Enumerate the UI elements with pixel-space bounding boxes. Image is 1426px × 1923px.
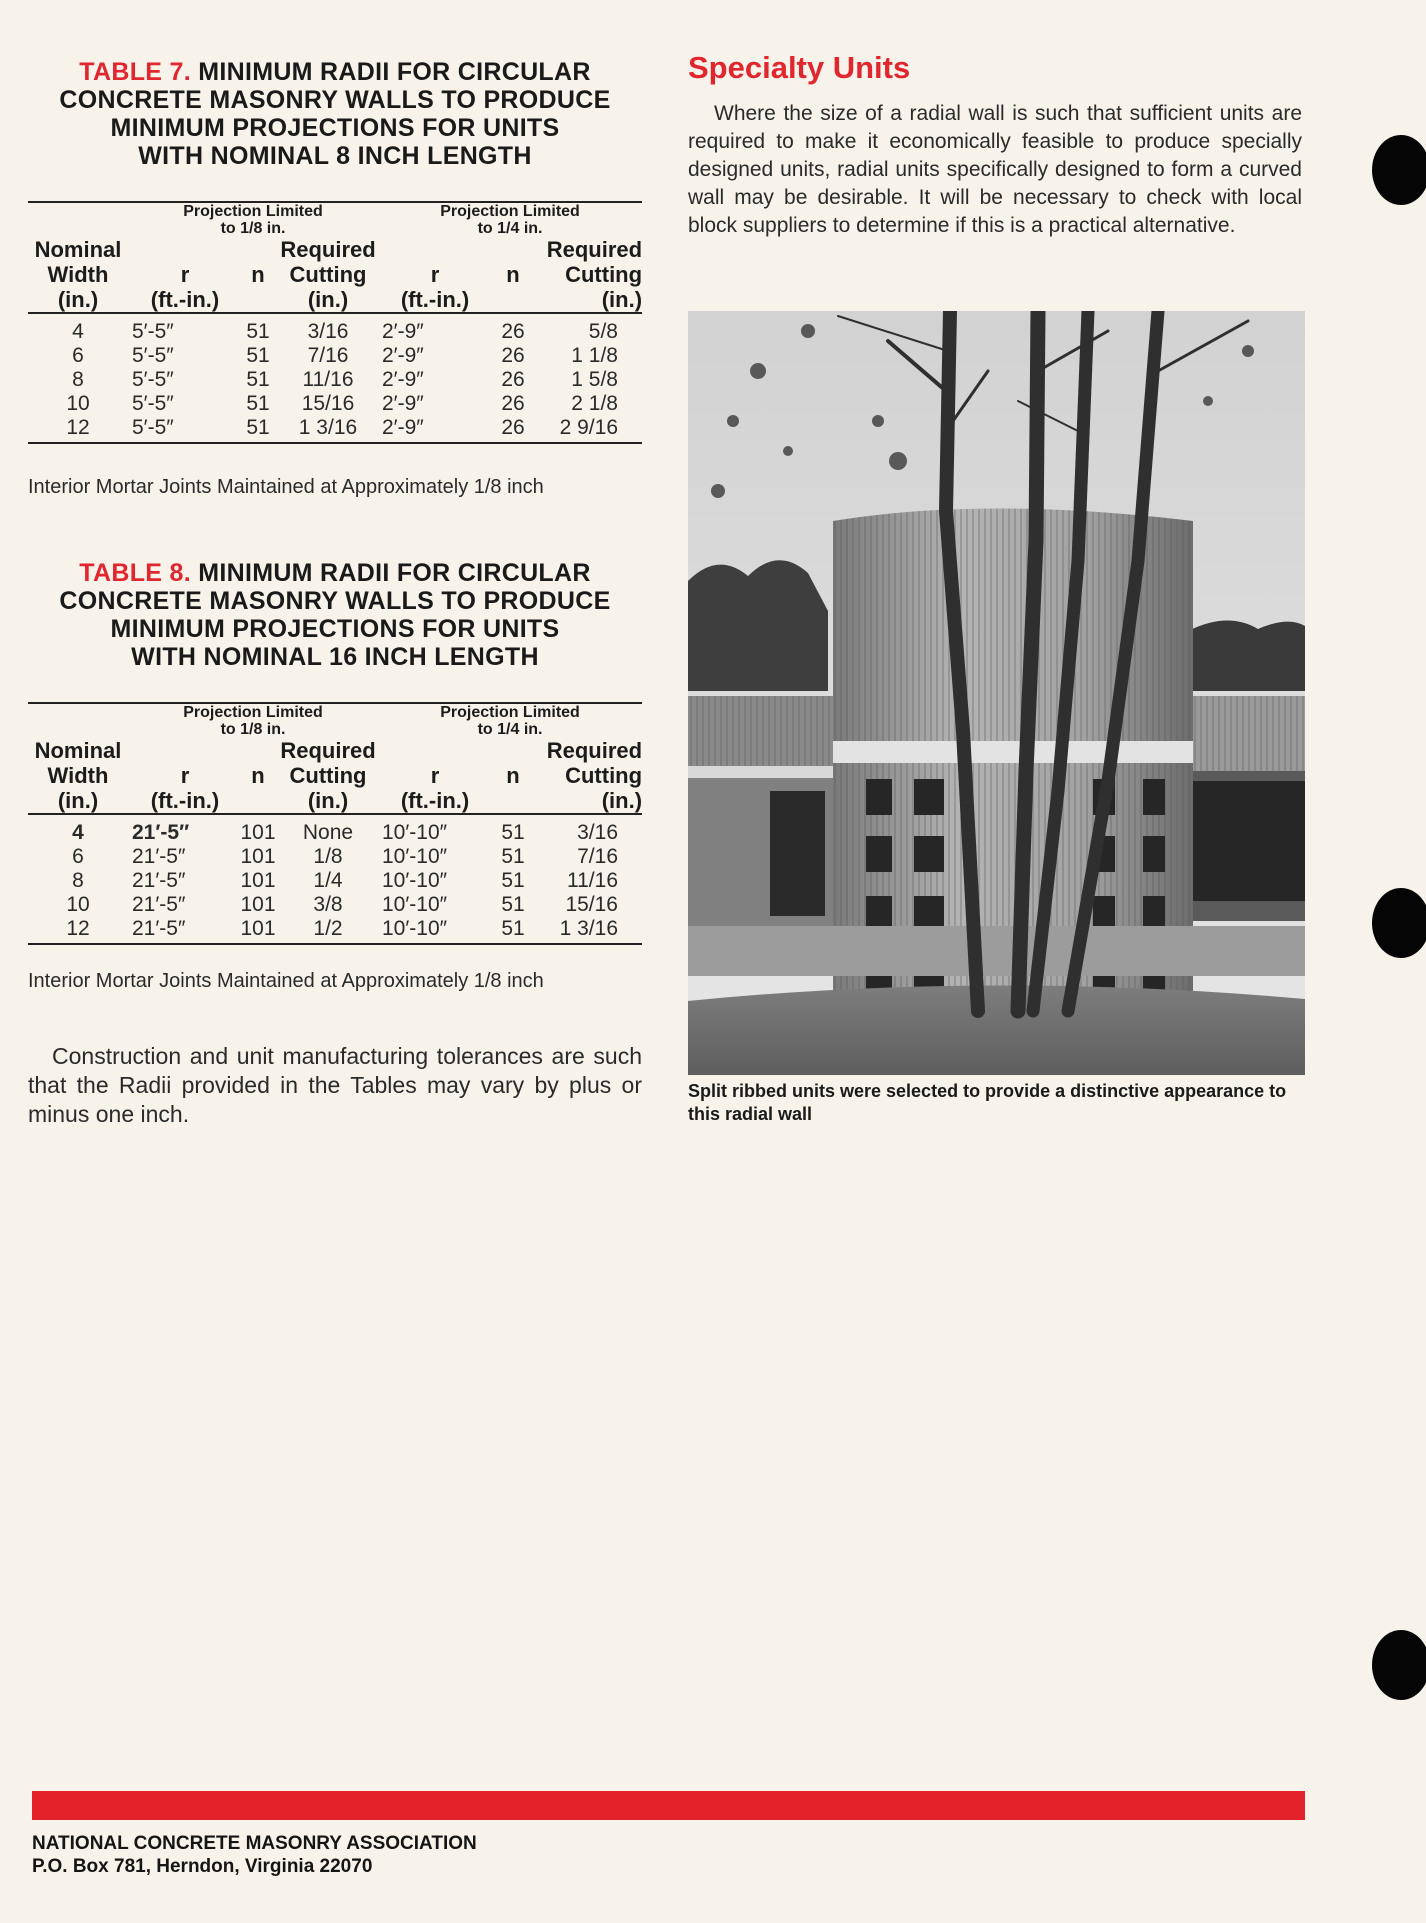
table8-row (28, 893, 642, 917)
table8-label: TABLE 8. (79, 559, 191, 587)
table7-cell: 51 (246, 320, 270, 343)
table7-cell: 2 9/16 (559, 416, 618, 439)
table8-row (28, 815, 642, 845)
table7-cell: 5′-5″ (132, 344, 174, 367)
table8-cell: 21′-5″ (132, 893, 186, 916)
table8-cell: 101 (240, 845, 276, 868)
table8-cell: 10′-10″ (382, 917, 448, 940)
table7-cell: 6 (72, 344, 84, 367)
table8-cell: 1/2 (313, 917, 343, 940)
table7-cell: 26 (501, 320, 525, 343)
table7-cell: 51 (246, 416, 270, 439)
binder-hole-middle (1372, 888, 1426, 958)
table8-title-line-1: MINIMUM RADII FOR CIRCULAR (198, 559, 591, 587)
table8-cell: 4 (72, 821, 84, 844)
footer-org-name: NATIONAL CONCRETE MASONRY ASSOCIATION (32, 1833, 477, 1854)
table7-body (28, 314, 642, 442)
table8-title-line-4: WITH NOMINAL 16 INCH LENGTH (131, 643, 539, 671)
table8-title-line-2: CONCRETE MASONRY WALLS TO PRODUCE (59, 587, 611, 615)
table7-cell: 2′-9″ (382, 368, 424, 391)
table7-header-nominal-width: Nominal Width (in.) (34, 237, 122, 312)
table8-cell: 15/16 (565, 893, 618, 916)
table7-cell: 12 (66, 416, 90, 439)
table7-header-r-1: r (ft.-in.) (150, 262, 220, 312)
table7-row (28, 314, 642, 344)
table7-row (28, 416, 642, 442)
table8-cell: 51 (501, 869, 525, 892)
table8-title (28, 559, 642, 671)
table8-row (28, 869, 642, 893)
table7-cell: 1 3/16 (298, 416, 358, 439)
table7-cell: 4 (72, 320, 84, 343)
table8-grid (28, 704, 642, 813)
footer-address: P.O. Box 781, Herndon, Virginia 22070 (32, 1856, 373, 1877)
table8-cell: 8 (72, 869, 84, 892)
table8-header-r-1: r (ft.-in.) (150, 763, 220, 813)
table8-cell: 10′-10″ (382, 869, 448, 892)
table7-row (28, 344, 642, 368)
table8-cell: 51 (501, 917, 525, 940)
table7-header-n-1: n (251, 262, 265, 287)
table7-cell: 1 5/8 (571, 368, 618, 391)
table7-cell: 5′-5″ (132, 392, 174, 415)
radial-wall-photo (688, 311, 1305, 1075)
table7-header-n-2: n (506, 262, 520, 287)
table8-cell: 101 (240, 917, 276, 940)
table7-cell: 5′-5″ (132, 320, 174, 343)
table7-cell: 51 (246, 344, 270, 367)
table7-cell: 26 (501, 392, 525, 415)
table7-title-line-1: MINIMUM RADII FOR CIRCULAR (198, 58, 591, 86)
specialty-paragraph: Where the size of a radial wall is such that sufficient units are required to make it economically feasible to produce specially designed units, radial units specifically designed to form a curved wall may be desirable. It will be necessary to check with local block suppliers to determine if this is a practical alternative. (688, 102, 1302, 237)
table7-group-2: Projection Limited to 1/4 in. (440, 203, 580, 237)
table8-header-cutting-1: Required Cutting (in.) (280, 738, 376, 813)
table8-cell: 101 (240, 869, 276, 892)
table8-cell: 51 (501, 845, 525, 868)
table8-cell: 3/8 (313, 893, 343, 916)
table7-grid (28, 203, 642, 312)
table7-label: TABLE 7. (79, 58, 191, 86)
table8-cell: 21′-5″ (132, 821, 190, 844)
section-title: Specialty Units (688, 50, 911, 85)
table8-cell: 1/4 (313, 869, 343, 892)
table7-cell: 51 (246, 368, 270, 391)
table7-cell: 5/8 (588, 320, 618, 343)
table8-header-cutting-2: Required Cutting (in.) (546, 738, 643, 813)
table8-cell: 51 (501, 893, 525, 916)
table8-cell: 21′-5″ (132, 869, 186, 892)
table8-cell: 51 (501, 821, 525, 844)
table8-cell: 10′-10″ (382, 845, 448, 868)
table7-cell: 5′-5″ (132, 416, 174, 439)
table8-cell: 101 (240, 821, 276, 844)
table8-cell: 6 (72, 845, 84, 868)
table8-cell: 10 (66, 893, 90, 916)
table8-header-n-2: n (506, 763, 520, 788)
tolerance-paragraph: Construction and unit manufacturing tolerances are such that the Radii provided in the Tables may vary by plus or minus one inch. (28, 1043, 642, 1127)
table7-note: Interior Mortar Joints Maintained at Approximately 1/8 inch (28, 476, 544, 498)
table7-header-cutting-2: Required Cutting (in.) (546, 237, 643, 312)
table8-cell: 21′-5″ (132, 917, 186, 940)
table7 (28, 201, 642, 444)
table7-cell: 2′-9″ (382, 320, 424, 343)
table7-header-r-2: r (ft.-in.) (400, 262, 470, 312)
table8 (28, 702, 642, 945)
photo-caption: Split ribbed units were selected to provide a distinctive appearance to this radial wall (688, 1081, 1287, 1124)
table8-header-n-1: n (251, 763, 265, 788)
binder-hole-bottom (1372, 1630, 1426, 1700)
table7-title-line-2: CONCRETE MASONRY WALLS TO PRODUCE (59, 86, 611, 114)
table8-bottom-rule (28, 943, 642, 945)
table8-cell: 11/16 (567, 869, 618, 892)
table7-cell: 2′-9″ (382, 344, 424, 367)
table8-cell: None (302, 821, 354, 844)
table7-cell: 51 (246, 392, 270, 415)
table7-cell: 2′-9″ (382, 392, 424, 415)
table7-cell: 26 (501, 344, 525, 367)
table8-cell: 1/8 (313, 845, 343, 868)
table8-cell: 10′-10″ (382, 893, 448, 916)
table7-title-line-3: MINIMUM PROJECTIONS FOR UNITS (110, 114, 560, 142)
table7-bottom-rule (28, 442, 642, 444)
table7-cell: 7/16 (307, 344, 349, 367)
table8-body (28, 815, 642, 943)
table8-header-nominal-width: Nominal Width (in.) (34, 738, 122, 813)
table7-cell: 26 (501, 416, 525, 439)
table8-group-2: Projection Limited to 1/4 in. (440, 704, 580, 738)
table7-row (28, 392, 642, 416)
table8-row (28, 845, 642, 869)
table7-title-line-4: WITH NOMINAL 8 INCH LENGTH (138, 142, 532, 170)
table8-cell: 7/16 (577, 845, 618, 868)
table7-cell: 3/16 (307, 320, 349, 343)
table8-cell: 21′-5″ (132, 845, 186, 868)
table7-header-cutting-1: Required Cutting (in.) (280, 237, 376, 312)
table8-cell: 101 (240, 893, 276, 916)
table7-cell: 1 1/8 (571, 344, 618, 367)
table8-row (28, 917, 642, 943)
table7-cell: 10 (66, 392, 90, 415)
footer-address-block (32, 1832, 477, 1878)
table7-cell: 2′-9″ (382, 416, 424, 439)
footer-bar (32, 1791, 1305, 1820)
table7-cell: 2 1/8 (571, 392, 618, 415)
table8-title-line-3: MINIMUM PROJECTIONS FOR UNITS (110, 615, 560, 643)
table8-cell: 3/16 (577, 821, 618, 844)
table7-row (28, 368, 642, 392)
table8-header-r-2: r (ft.-in.) (400, 763, 470, 813)
table7-cell: 11/16 (302, 368, 354, 391)
table7-cell: 5′-5″ (132, 368, 174, 391)
table8-cell: 10′-10″ (382, 821, 448, 844)
table7-cell: 15/16 (301, 392, 355, 415)
table8-cell: 12 (66, 917, 90, 940)
table7-group-1: Projection Limited to 1/8 in. (183, 203, 323, 237)
table7-cell: 8 (72, 368, 84, 391)
binder-hole-top (1372, 135, 1426, 205)
table7-cell: 26 (501, 368, 525, 391)
table8-note: Interior Mortar Joints Maintained at Approximately 1/8 inch (28, 970, 544, 992)
table7-title (28, 58, 642, 170)
table8-group-1: Projection Limited to 1/8 in. (183, 704, 323, 738)
table8-cell: 1 3/16 (559, 917, 618, 940)
